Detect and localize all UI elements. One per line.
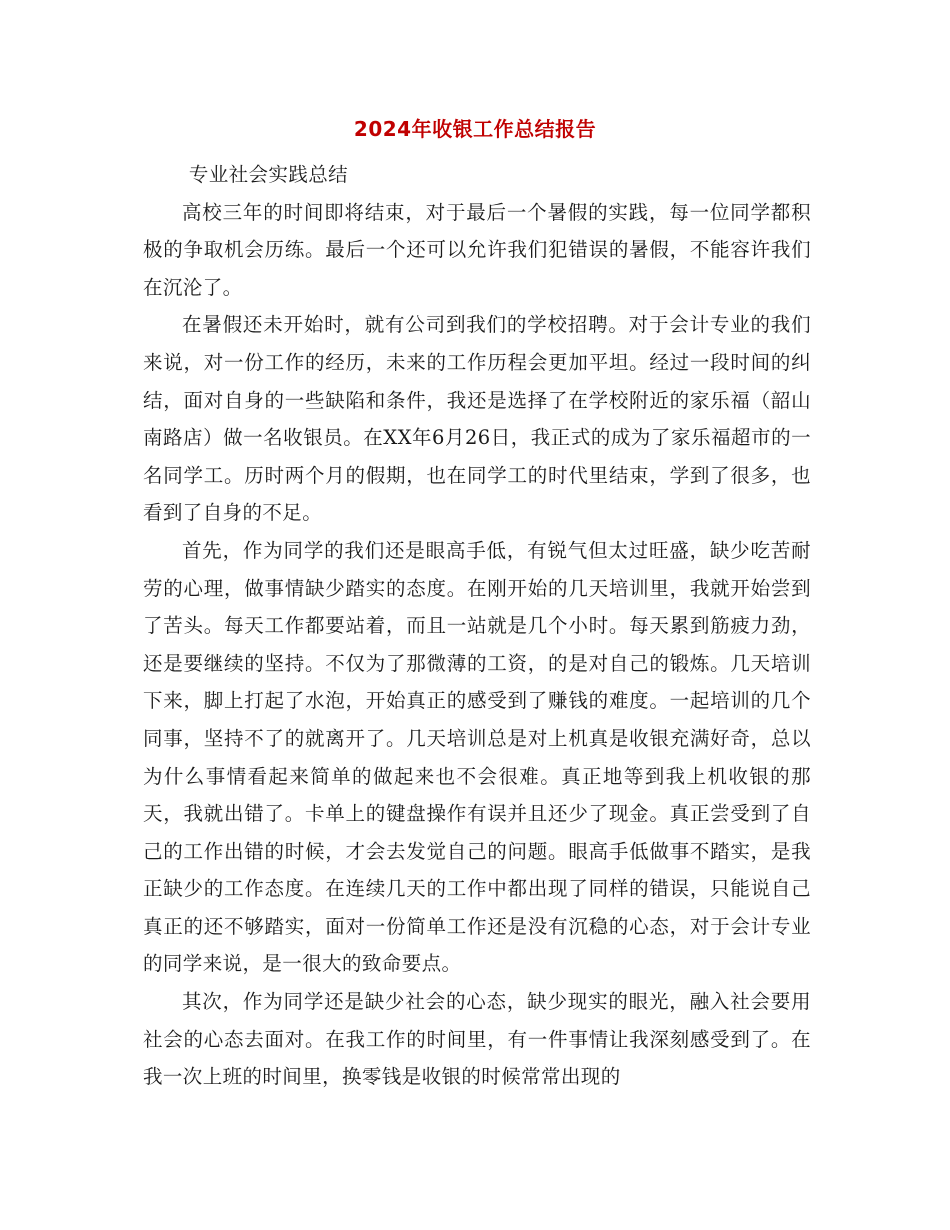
paragraph-background: 在暑假还未开始时，就有公司到我们的学校招聘。对于会计专业的我们来说，对一份工作的经历，未来的工作历程会更加平坦。经过一段时间的纠结，面对自身的一些缺陷和条件，我还是选择了在学校附近的家乐福（韶山南路店）做一名收银员。在XX年6月26日，我正式的成为了家乐福超市的一名同学工。历时两个月的假期，也在同学工的时代里结束，学到了很多，也看到了自身的不足。: [143, 313, 811, 525]
paragraph-intro: 高校三年的时间即将结束，对于最后一个暑假的实践，每一位同学都积极的争取机会历练。最后一个还可以允许我们犯错误的暑假，不能容许我们在沉沦了。: [143, 200, 811, 299]
section-subheading: 专业社会实践总结: [188, 163, 349, 186]
paragraph-first-point: 首先，作为同学的我们还是眼高手低，有锐气但太过旺盛，缺少吃苦耐劳的心理，做事情缺少踏实的态度。在刚开始的几天培训里，我就开始尝到了苦头。每天工作都要站着，而且一站就是几个小时。每天累到筋疲力劲，还是要继续的坚持。不仅为了那微薄的工资，的是对自己的锻炼。几天培训下来，脚上打起了水泡，开始真正的感受到了赚钱的难度。一起培训的几个同事，坚持不了的就离开了。几天培训总是对上机真是收银充满好奇，总以为什么事情看起来简单的做起来也不会很难。真正地等到我上机收银的那天，我就出错了。卡单上的键盘操作有误并且还少了现金。真正尝受到了自己的工作出错的时候，才会去发觉自己的问题。眼高手低做事不踏实，是我正缺少的工作态度。在连续几天的工作中都出现了同样的错误，只能说自己真正的还不够踏实，面对一份简单工作还是没有沉稳的心态，对于会计专业的同学来说，是一很大的致命要点。: [143, 538, 811, 976]
document-title: 2024年收银工作总结报告: [353, 117, 597, 141]
paragraph-second-point: 其次，作为同学还是缺少社会的心态，缺少现实的眼光，融入社会要用社会的心态去面对。在我工作的时间里，有一件事情让我深刻感受到了。在我一次上班的时间里，换零钱是收银的时候常常出现的: [143, 990, 811, 1089]
document-body: [143, 156, 811, 1096]
